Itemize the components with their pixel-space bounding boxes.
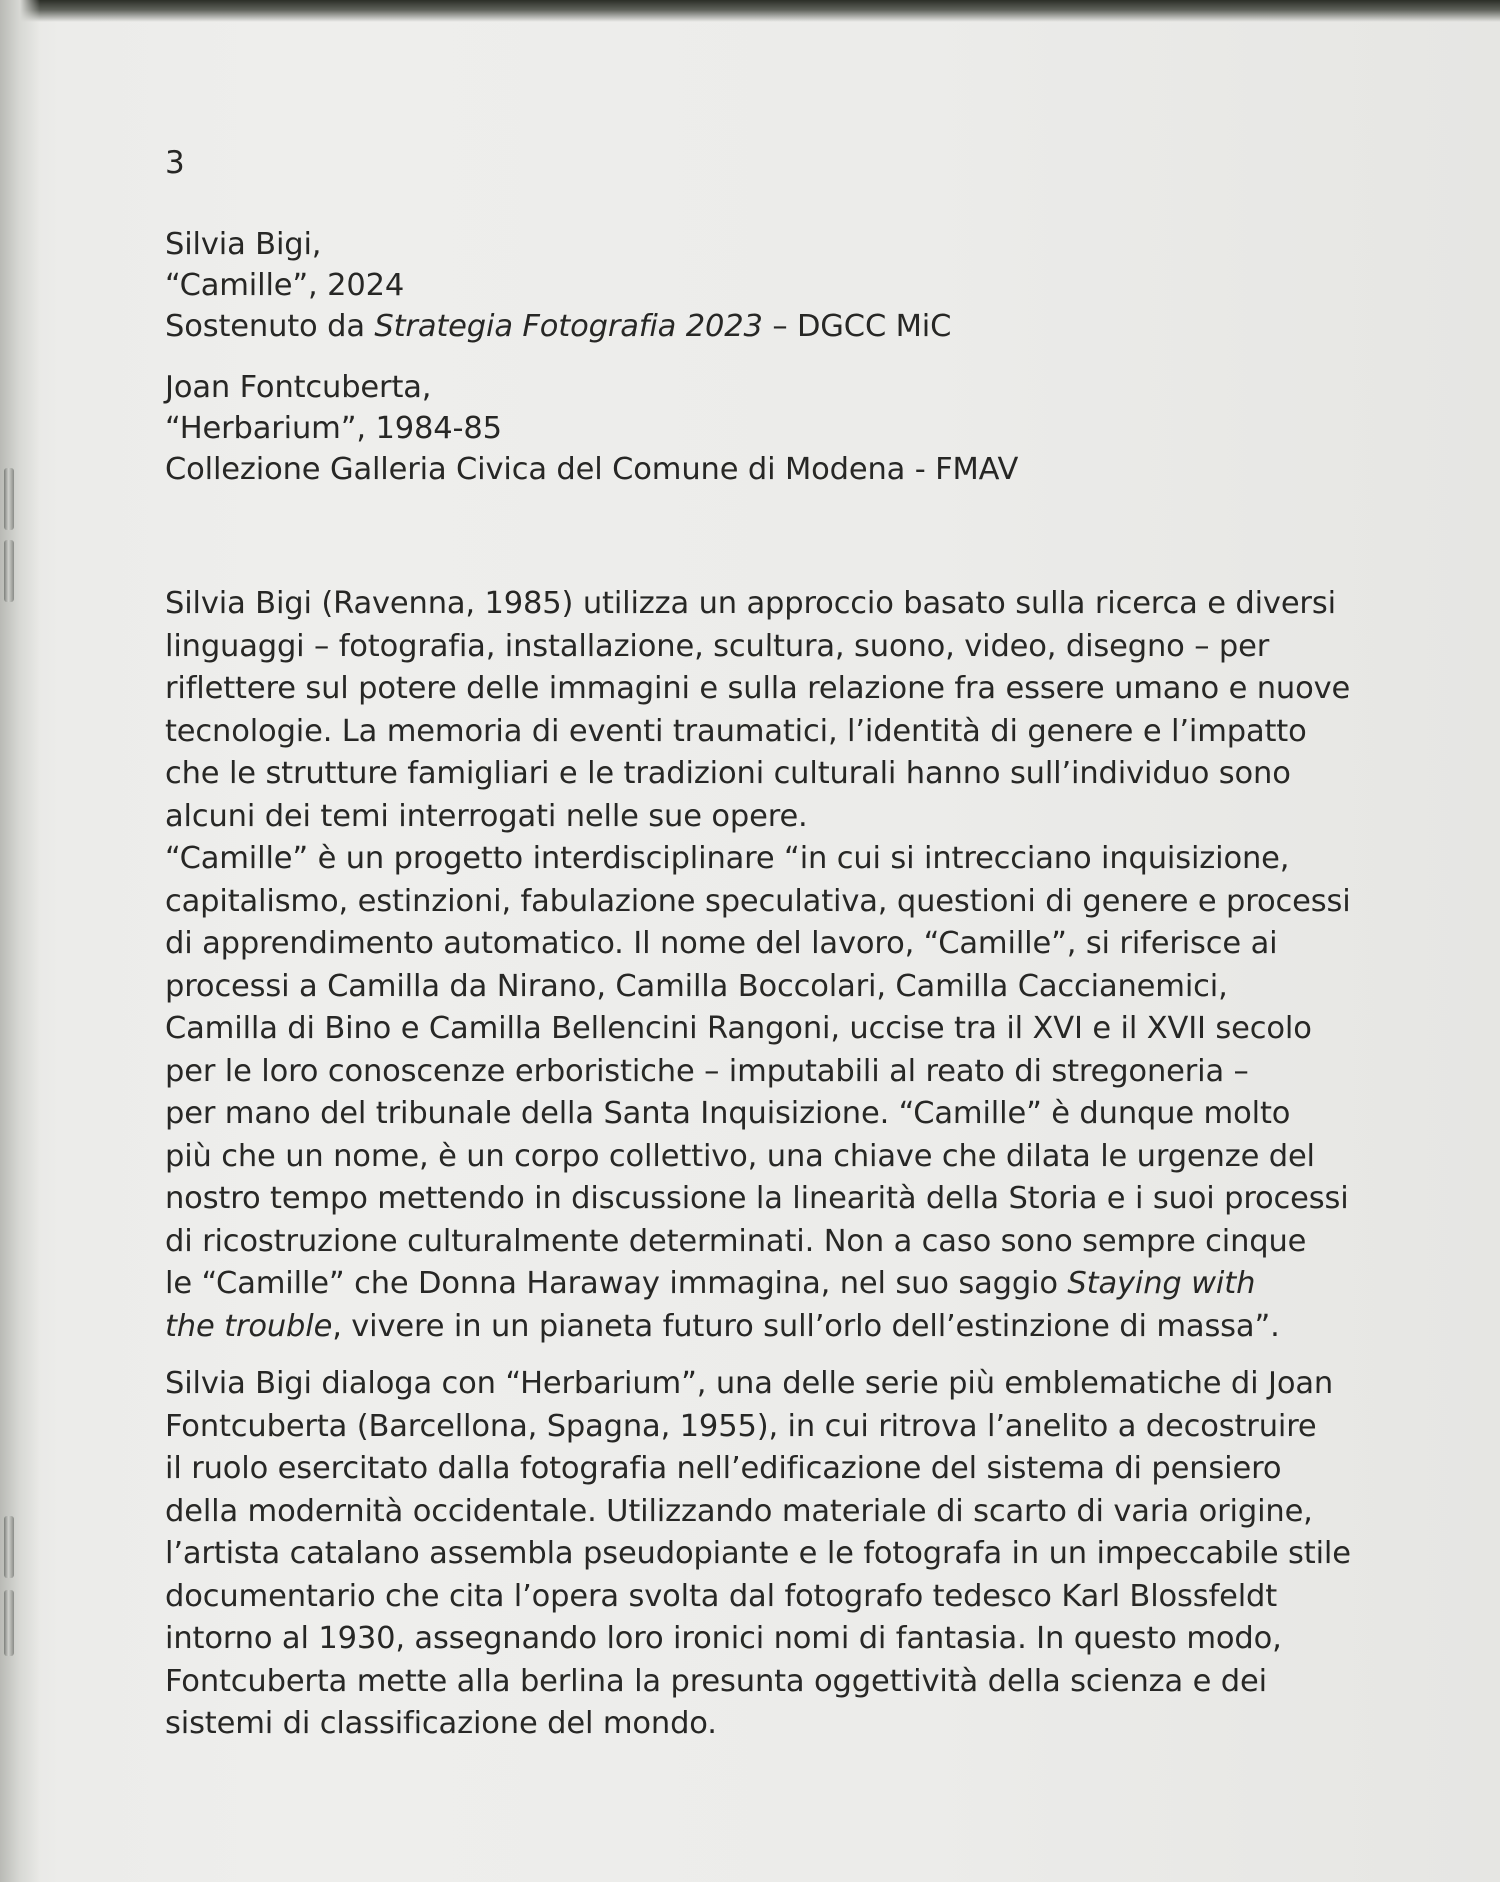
binding-staple <box>4 1590 14 1656</box>
text-line: riflettere sul potere delle immagini e sulla relazione fra essere umano e nuove <box>165 671 1351 706</box>
text-line: di apprendimento automatico. Il nome del lavoro, “Camille”, si riferisce ai <box>165 926 1278 961</box>
credit-support-prefix: Sostenuto da <box>165 309 375 344</box>
text-line: intorno al 1930, assegnando loro ironici nomi di fantasia. In questo modo, <box>165 1621 1282 1656</box>
text-line: Camilla di Bino e Camilla Bellencini Rangoni, uccise tra il XVI e il XVII secolo <box>165 1011 1312 1046</box>
text-line: Silvia Bigi (Ravenna, 1985) utilizza un approccio basato sulla ricerca e diversi <box>165 586 1336 621</box>
credit-block-bigi <box>165 224 1385 347</box>
text-line: sistemi di classificazione del mondo. <box>165 1706 717 1741</box>
text-line: alcuni dei temi interrogati nelle sue opere. <box>165 798 808 834</box>
text-line: l’artista catalano assembla pseudopiante e le fotografa in un impeccabile stile <box>165 1536 1351 1571</box>
text-line: per mano del tribunale della Santa Inquisizione. “Camille” è dunque molto <box>165 1096 1291 1131</box>
binding-staple <box>4 1516 14 1578</box>
paragraph-2 <box>165 1363 1385 1746</box>
text-line: processi a Camilla da Nirano, Camilla Boccolari, Camilla Caccianemici, <box>165 968 1228 1004</box>
page-content <box>165 142 1385 1746</box>
text-line: nostro tempo mettendo in discussione la linearità della Storia e i suoi processi <box>165 1181 1349 1216</box>
body-text <box>165 583 1385 1746</box>
book-title-part-2: the trouble <box>165 1308 333 1344</box>
text-line: per le loro conoscenze erboristiche – imputabili al reato di stregoneria – <box>165 1053 1249 1089</box>
text-line: della modernità occidentale. Utilizzando materiale di scarto di varia origine, <box>165 1493 1313 1529</box>
text-line: capitalismo, estinzioni, fabulazione speculativa, questioni di genere e processi <box>165 883 1351 919</box>
credit-support-suffix: – DGCC MiC <box>762 309 952 344</box>
credit-support <box>165 306 1385 347</box>
text-line: documentario che cita l’opera svolta dal fotografo tedesco Karl Blossfeldt <box>165 1578 1278 1614</box>
text-line: il ruolo esercitato dalla fotografia nell’edificazione del sistema di pensiero <box>165 1451 1282 1486</box>
text-line: più che un nome, è un corpo collettivo, una chiave che dilata le urgenze del <box>165 1138 1315 1174</box>
text-line: di ricostruzione culturalmente determinati. Non a caso sono sempre cinque <box>165 1223 1307 1259</box>
binding-staple <box>4 540 14 602</box>
binding-staple <box>4 468 14 530</box>
text-line: Fontcuberta (Barcellona, Spagna, 1955), in cui ritrova l’anelito a decostruire <box>165 1408 1317 1444</box>
text-line <box>165 1263 1385 1306</box>
text-line: “Camille” è un progetto interdisciplinare “in cui si intrecciano inquisizione, <box>165 841 1290 876</box>
credit-collection: Collezione Galleria Civica del Comune di Modena - FMAV <box>165 452 1019 487</box>
text-line: Silvia Bigi dialoga con “Herbarium”, una delle serie più emblematiche di Joan <box>165 1366 1334 1401</box>
credit-artist: Silvia Bigi, <box>165 227 322 262</box>
text-line-prefix: le “Camille” che Donna Haraway immagina, nel suo saggio <box>165 1266 1068 1301</box>
book-title-part-1: Staying with <box>1067 1266 1256 1301</box>
top-edge-shadow <box>0 0 1500 22</box>
credit-artist: Joan Fontcuberta, <box>165 370 432 405</box>
text-line: Fontcuberta mette alla berlina la presunta oggettività della scienza e dei <box>165 1663 1267 1699</box>
text-line: che le strutture famigliari e le tradizioni culturali hanno sull’individuo sono <box>165 756 1291 791</box>
paragraph-1 <box>165 583 1385 1348</box>
text-line-suffix: , vivere in un pianeta futuro sull’orlo dell’estinzione di massa”. <box>332 1308 1280 1344</box>
credit-block-fontcuberta <box>165 367 1385 490</box>
credit-work: “Camille”, 2024 <box>165 268 405 303</box>
credit-support-program: Strategia Fotografia 2023 <box>374 309 763 344</box>
credit-work: “Herbarium”, 1984-85 <box>165 411 502 446</box>
text-line: tecnologie. La memoria di eventi traumatici, l’identità di genere e l’impatto <box>165 713 1307 749</box>
text-line <box>165 1306 1385 1349</box>
text-line: linguaggi – fotografia, installazione, scultura, suono, video, disegno – per <box>165 628 1270 664</box>
page-number: 3 <box>165 145 185 181</box>
